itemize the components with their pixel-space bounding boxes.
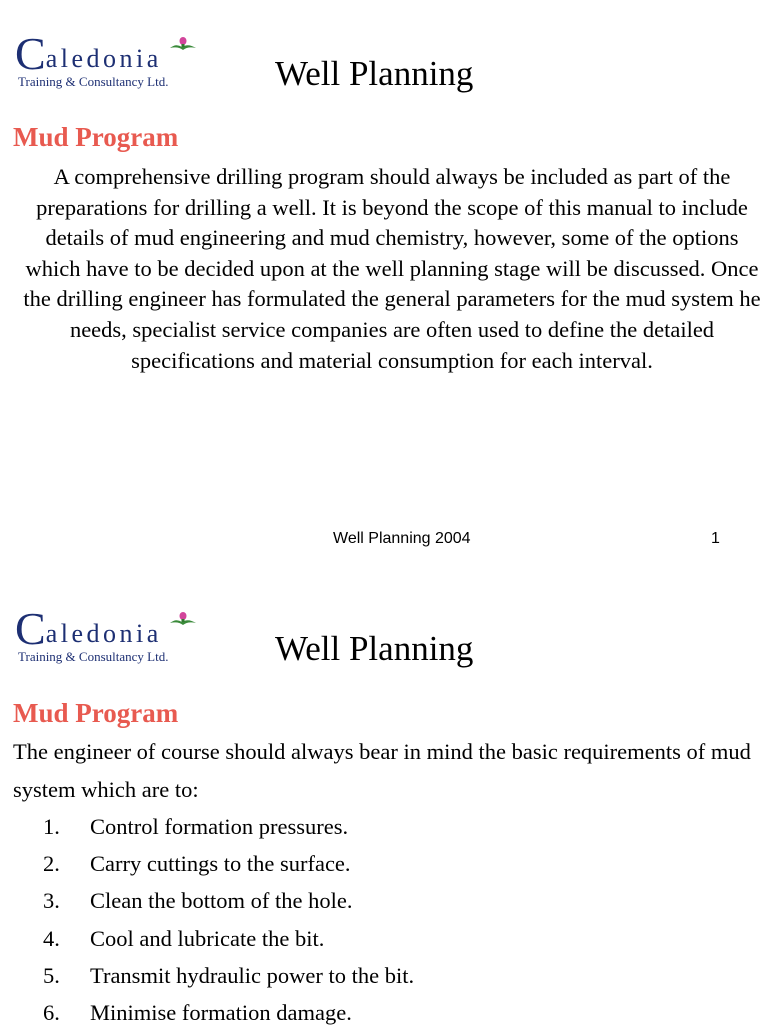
list-text: Cool and lubricate the bit. bbox=[90, 925, 325, 951]
intro-paragraph: The engineer of course should always bear in mind the basic requirements of mud system which are to: bbox=[13, 739, 751, 802]
company-logo bbox=[15, 603, 205, 666]
list-text: Minimise formation damage. bbox=[90, 999, 352, 1025]
logo-initial: C bbox=[15, 28, 46, 79]
list-item bbox=[0, 808, 768, 845]
list-item bbox=[0, 920, 768, 957]
list-number: 1. bbox=[43, 814, 60, 839]
list-text: Carry cuttings to the surface. bbox=[90, 851, 351, 877]
logo-subtitle: Training & Consultancy Ltd. bbox=[18, 74, 169, 89]
logo-wordmark bbox=[15, 603, 162, 654]
slide-title: Well Planning bbox=[275, 629, 474, 668]
logo-subtitle: Training & Consultancy Ltd. bbox=[18, 649, 169, 664]
slide-2 bbox=[0, 575, 768, 1024]
list-text: Control formation pressures. bbox=[90, 814, 349, 839]
company-logo bbox=[15, 28, 205, 91]
list-item bbox=[0, 882, 768, 919]
thistle-icon bbox=[168, 609, 198, 629]
list-number: 3. bbox=[43, 888, 60, 914]
list-number: 2. bbox=[43, 851, 60, 877]
list-text: Clean the bottom of the hole. bbox=[90, 888, 353, 914]
list-item bbox=[0, 845, 768, 882]
list-item bbox=[0, 957, 768, 994]
list-item bbox=[0, 994, 768, 1031]
logo-name: aledonia bbox=[45, 44, 162, 73]
logo-initial: C bbox=[15, 603, 46, 654]
list-number: 5. bbox=[43, 962, 60, 988]
section-heading: Mud Program bbox=[13, 122, 179, 152]
requirements-list bbox=[0, 808, 768, 1031]
logo-name: aledonia bbox=[45, 619, 162, 648]
footer-title: Well Planning 2004 bbox=[333, 530, 471, 547]
list-number: 4. bbox=[43, 925, 60, 951]
page-number: 1 bbox=[711, 530, 720, 547]
body-paragraph: A comprehensive drilling program should always be included as part of the preparations for drilling a well. It is beyond the scope of this manual to include details of mud engineering and mud chemistry, however, some of the options which have to be decided upon at the well planning stage will be discussed. Once the drilling engineer has formulated the general parameters for the mud system he needs, specialist service companies are often used to define the detailed specifications and material consumption for each interval. bbox=[23, 164, 761, 373]
slide-title: Well Planning bbox=[275, 54, 474, 93]
list-text: Transmit hydraulic power to the bit. bbox=[90, 962, 415, 988]
section-heading: Mud Program bbox=[13, 698, 179, 728]
logo-wordmark bbox=[15, 28, 162, 79]
list-number: 6. bbox=[43, 999, 60, 1025]
thistle-icon bbox=[168, 34, 198, 54]
